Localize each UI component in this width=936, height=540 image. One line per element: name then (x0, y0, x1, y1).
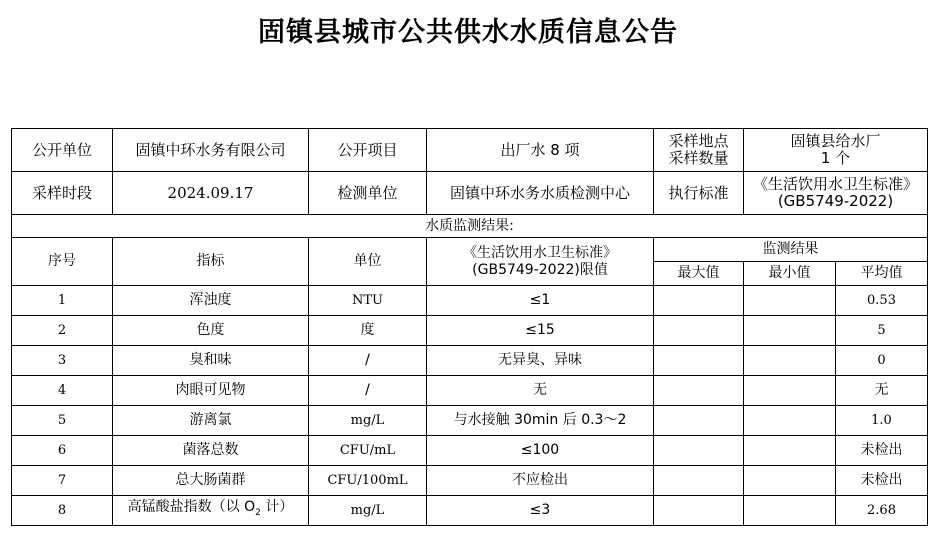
table-row (12, 466, 928, 496)
row-max (654, 316, 744, 346)
row-avg: 1.0 (836, 406, 928, 436)
row-min (744, 376, 836, 406)
row-min (744, 496, 836, 526)
row-unit: 度 (309, 316, 427, 346)
row-min (744, 466, 836, 496)
row-indicator-suffix: 计） (260, 499, 294, 516)
row-unit: NTU (309, 286, 427, 316)
water-quality-table (11, 128, 928, 526)
sampling-site-value: 固镇县给水厂 (790, 132, 881, 150)
header-limit-line1: 《生活饮用水卫生标准》 (463, 244, 617, 261)
row-avg: 0 (836, 346, 928, 376)
row-no: 4 (12, 376, 113, 406)
row-limit: ≤100 (427, 436, 654, 466)
table-row (12, 346, 928, 376)
row-no: 7 (12, 466, 113, 496)
table-row (12, 286, 928, 316)
row-indicator: 臭和味 (113, 346, 309, 376)
label-sampling-period: 采样时段 (12, 172, 113, 215)
header-row-1 (12, 238, 928, 262)
row-max (654, 466, 744, 496)
standard-value (744, 172, 928, 215)
row-avg: 0.53 (836, 286, 928, 316)
row-avg: 2.68 (836, 496, 928, 526)
row-min (744, 406, 836, 436)
row-unit: mg/L (309, 496, 427, 526)
row-indicator: 菌落总数 (113, 436, 309, 466)
label-testing-unit: 检测单位 (309, 172, 427, 215)
section-row (12, 215, 928, 238)
row-min (744, 346, 836, 376)
row-avg: 未检出 (836, 436, 928, 466)
row-max (654, 376, 744, 406)
row-no: 5 (12, 406, 113, 436)
row-limit: 无异臭、异味 (427, 346, 654, 376)
row-indicator: 浑浊度 (113, 286, 309, 316)
row-limit: ≤15 (427, 316, 654, 346)
row-avg: 未检出 (836, 466, 928, 496)
row-max (654, 286, 744, 316)
public-unit-value: 固镇中环水务有限公司 (113, 129, 309, 172)
header-indicator: 指标 (113, 238, 309, 286)
header-limit-line2: (GB5749-2022)限值 (472, 261, 608, 278)
row-avg: 5 (836, 316, 928, 346)
sampling-count-value: 1 个 (820, 149, 851, 167)
row-min (744, 316, 836, 346)
table-row (12, 406, 928, 436)
row-limit: ≤3 (427, 496, 654, 526)
row-unit: CFU/100mL (309, 466, 427, 496)
row-indicator: 肉眼可见物 (113, 376, 309, 406)
row-no: 2 (12, 316, 113, 346)
label-sampling-site: 采样地点 (668, 132, 729, 150)
row-no: 3 (12, 346, 113, 376)
label-public-unit: 公开单位 (12, 129, 113, 172)
row-avg: 无 (836, 376, 928, 406)
row-indicator: 总大肠菌群 (113, 466, 309, 496)
header-max: 最大值 (654, 262, 744, 286)
row-no: 8 (12, 496, 113, 526)
row-max (654, 406, 744, 436)
row-no: 6 (12, 436, 113, 466)
sampling-period-value: 2024.09.17 (113, 172, 309, 215)
row-indicator-prefix: 高锰酸盐指数（以 O (127, 499, 256, 516)
row-min (744, 436, 836, 466)
row-unit: CFU/mL (309, 436, 427, 466)
label-public-item: 公开项目 (309, 129, 427, 172)
header-results: 监测结果 (654, 238, 928, 262)
row-max (654, 346, 744, 376)
header-unit: 单位 (309, 238, 427, 286)
label-sampling-count: 采样数量 (668, 149, 729, 167)
row-limit: ≤1 (427, 286, 654, 316)
label-sampling-site-count (654, 129, 744, 172)
row-max (654, 496, 744, 526)
row-indicator: 游离氯 (113, 406, 309, 436)
row-indicator-subscript: 2 (255, 507, 261, 518)
table-row (12, 376, 928, 406)
standard-code: (GB5749-2022) (777, 192, 894, 210)
row-limit: 与水接触 30min 后 0.3～2 (427, 406, 654, 436)
public-item-value: 出厂水 8 项 (427, 129, 654, 172)
page-title: 固镇县城市公共供水水质信息公告 (258, 17, 678, 48)
header-limit (427, 238, 654, 286)
sampling-site-count-value (744, 129, 928, 172)
table-row (12, 436, 928, 466)
row-min (744, 286, 836, 316)
label-standard: 执行标准 (654, 172, 744, 215)
section-title: 水质监测结果: (12, 215, 928, 238)
row-no: 1 (12, 286, 113, 316)
info-row-1 (12, 129, 928, 172)
row-max (654, 436, 744, 466)
table-row (12, 496, 928, 526)
header-no: 序号 (12, 238, 113, 286)
row-indicator: 色度 (113, 316, 309, 346)
row-unit: / (309, 346, 427, 376)
header-min: 最小值 (744, 262, 836, 286)
table-row (12, 316, 928, 346)
testing-unit-value: 固镇中环水务水质检测中心 (427, 172, 654, 215)
row-unit: mg/L (309, 406, 427, 436)
row-limit: 不应检出 (427, 466, 654, 496)
info-row-2 (12, 172, 928, 215)
standard-name: 《生活饮用水卫生标准》 (753, 175, 919, 193)
row-unit: / (309, 376, 427, 406)
header-avg: 平均值 (836, 262, 928, 286)
row-limit: 无 (427, 376, 654, 406)
row-indicator (113, 496, 309, 526)
